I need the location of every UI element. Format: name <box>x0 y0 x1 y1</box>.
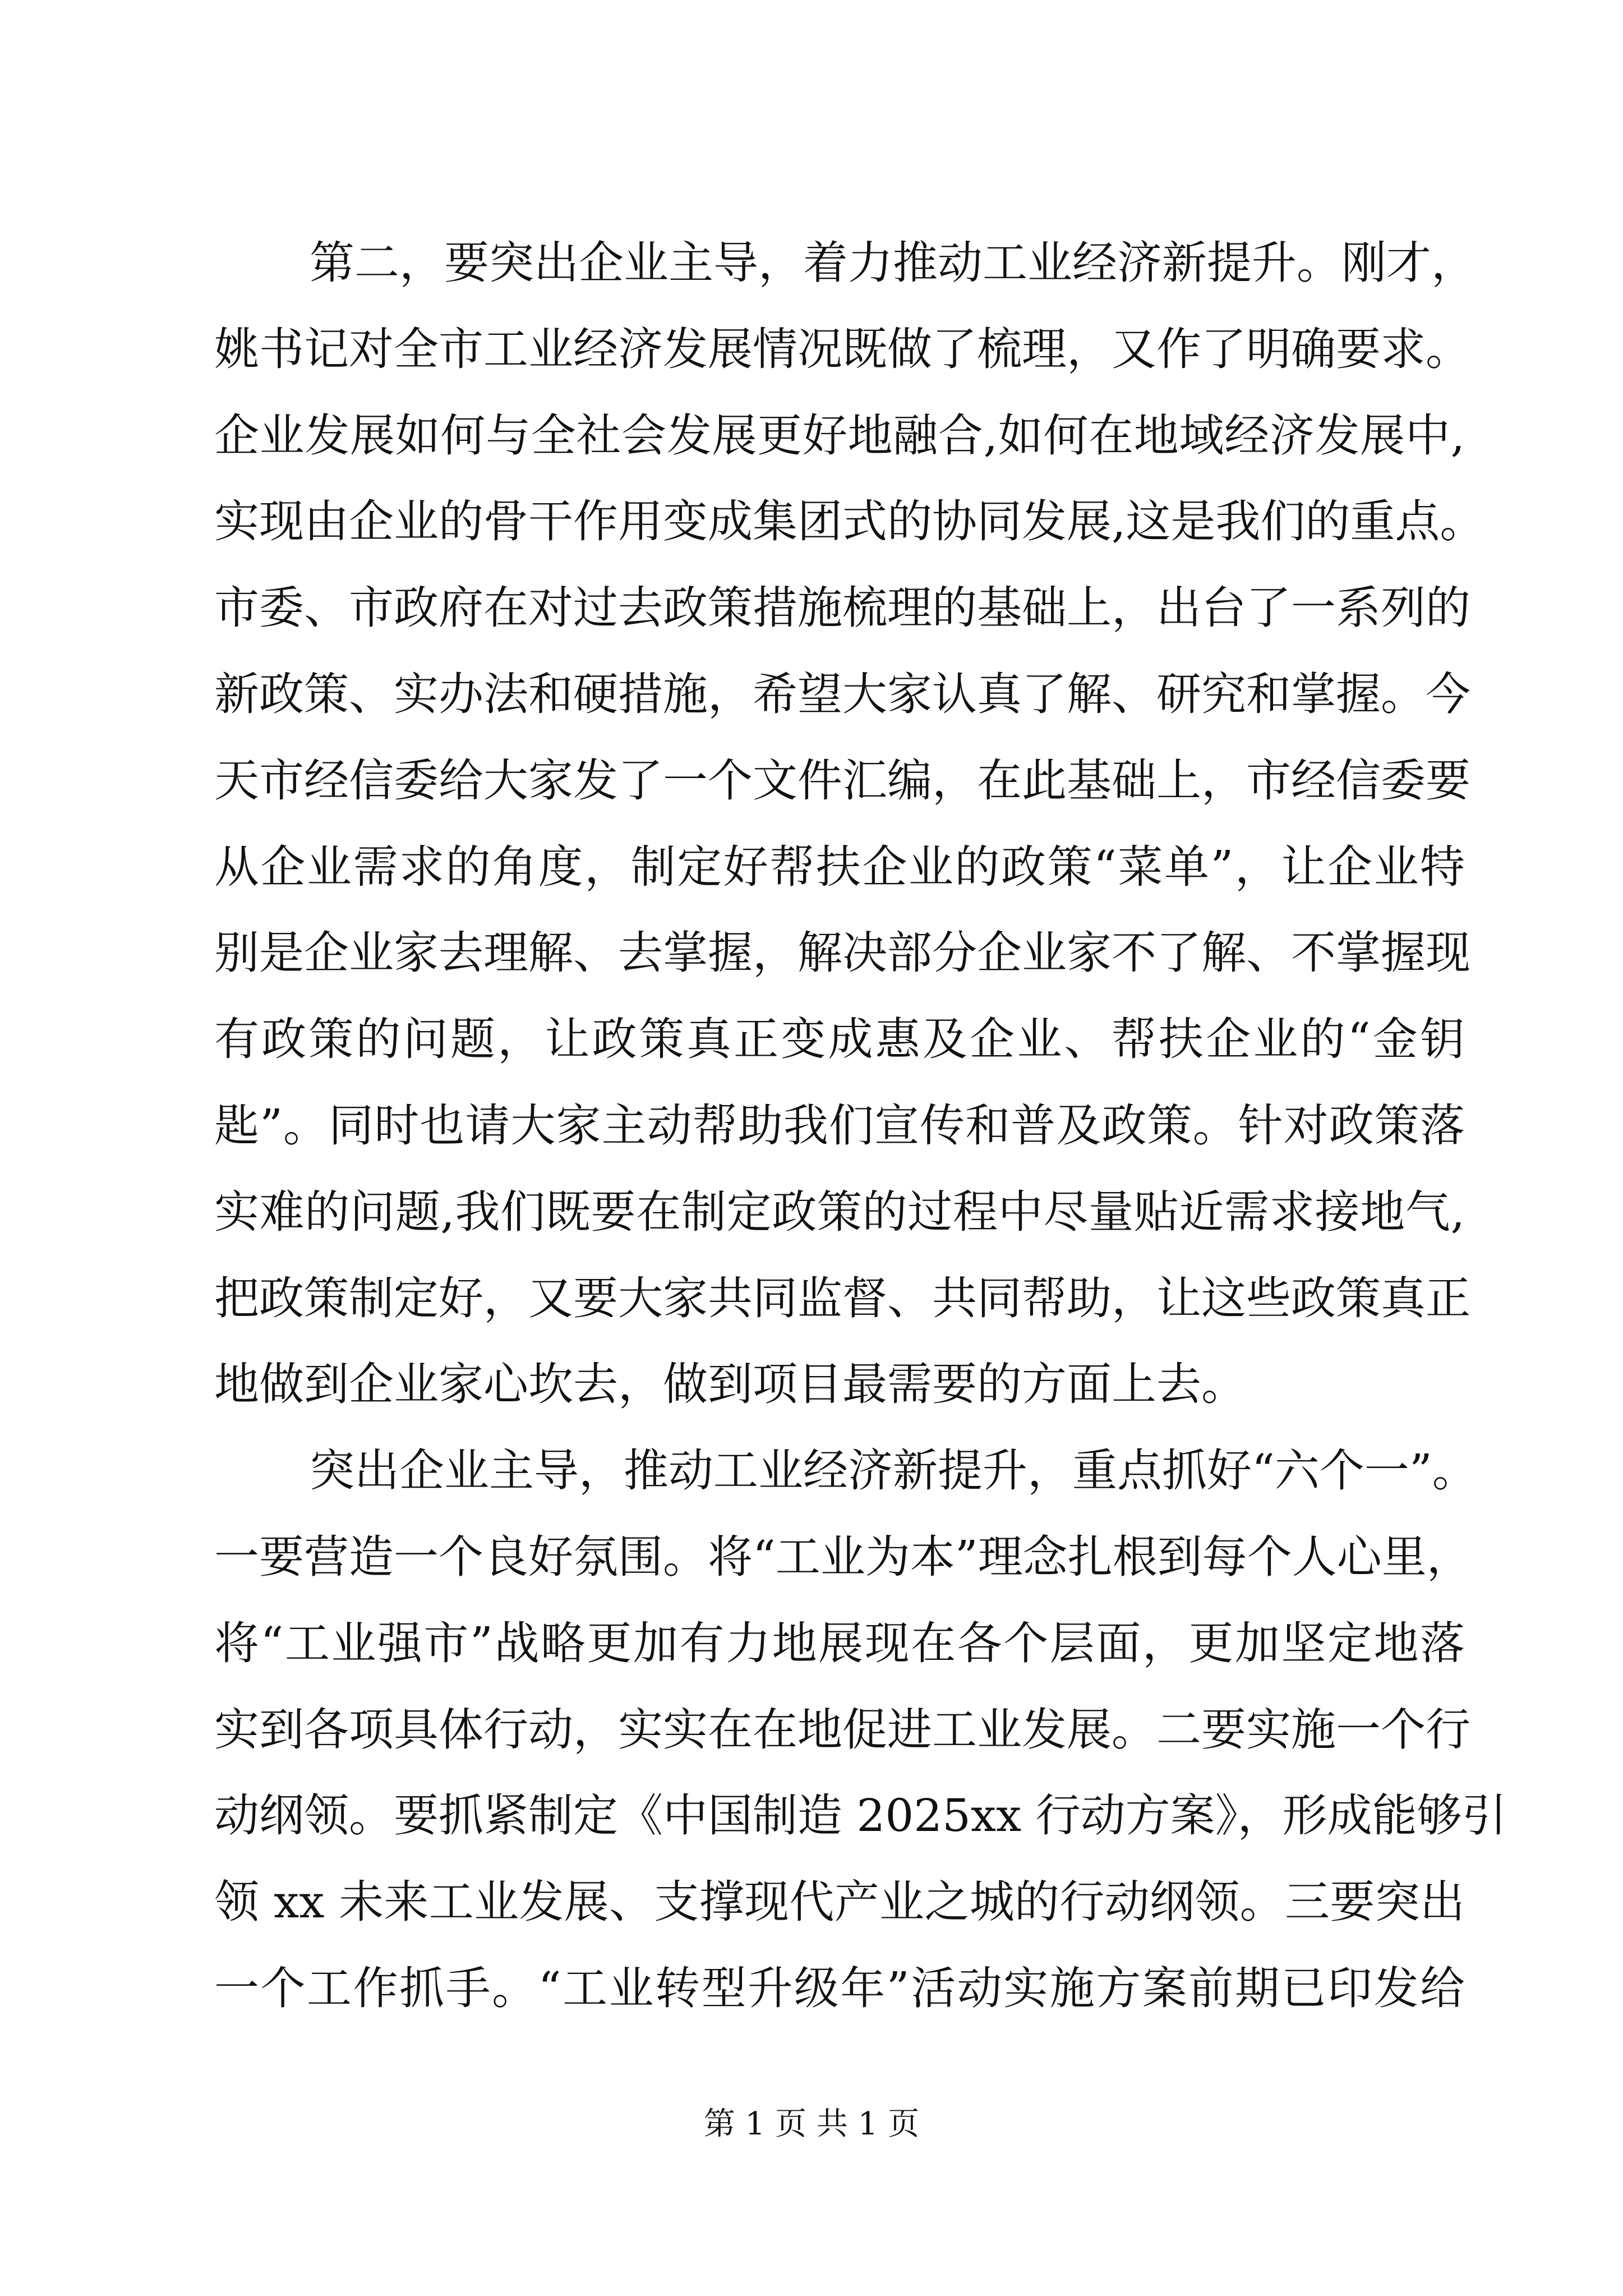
paragraph-1-line: 天市经信委给大家发了一个文件汇编，在此基础上，市经信委要 <box>214 754 1470 807</box>
page-footer: 第 1 页 共 1 页 <box>703 2106 920 2142</box>
paragraph-1-line: 匙”。同时也请大家主动帮助我们宣传和普及政策。针对政策落 <box>214 1099 1465 1152</box>
paragraph-1-line: 市委、市政府在对过去政策措施梳理的基础上，出台了一系列的 <box>214 582 1470 634</box>
paragraph-2-line: 将“工业强市”战略更加有力地展现在各个层面，更加坚定地落 <box>214 1617 1465 1669</box>
document-body <box>214 220 1507 2032</box>
paragraph-1-line: 姚书记对全市工业经济发展情况既做了梳理，又作了明确要求。 <box>214 323 1470 375</box>
paragraph-2-line: 一要营造一个良好氛围。将“工业为本”理念扎根到每个人心里， <box>214 1530 1472 1583</box>
paragraph-1-line: 把政策制定好，又要大家共同监督、共同帮助，让这些政策真正 <box>214 1272 1470 1324</box>
paragraph-1-line: 有政策的问题，让政策真正变成惠及企业、帮扶企业的“金钥 <box>214 1013 1465 1066</box>
paragraph-1-line: 从企业需求的角度，制定好帮扶企业的政策“菜单”，让企业特 <box>214 840 1465 893</box>
paragraph-1-line: 第二，要突出企业主导，着力推动工业经济新提升。刚才， <box>310 237 1476 289</box>
paragraph-1-line: 别是企业家去理解、去掌握，解决部分企业家不了解、不掌握现 <box>214 927 1470 979</box>
paragraph-2-line: 突出企业主导，推动工业经济新提升，重点抓好“六个一”。 <box>310 1444 1477 1497</box>
paragraph-1-line: 实现由企业的骨干作用变成集团式的协同发展,这是我们的重点。 <box>214 495 1485 548</box>
paragraph-1-line: 地做到企业家心坎去，做到项目最需要的方面上去。 <box>214 1358 1246 1411</box>
paragraph-2-line: 动纲领。要抓紧制定《中国制造 2025xx 行动方案》，形成能够引 <box>214 1789 1507 1842</box>
paragraph-1-line: 新政策、实办法和硬措施，希望大家认真了解、研究和掌握。今 <box>214 668 1470 720</box>
paragraph-2-line: 实到各项具体行动，实实在在地促进工业发展。二要实施一个行 <box>214 1703 1470 1756</box>
paragraph-1-line: 实难的问题,我们既要在制定政策的过程中尽量贴近需求接地气, <box>214 1185 1465 1238</box>
paragraph-2-line: 一个工作抓手。“工业转型升级年”活动实施方案前期已印发给 <box>214 1962 1465 2014</box>
paragraph-1-line: 企业发展如何与全社会发展更好地融合,如何在地域经济发展中, <box>214 409 1465 462</box>
paragraph-2-line: 领 xx 未来工业发展、支撑现代产业之城的行动纲领。三要突出 <box>214 1876 1465 1929</box>
